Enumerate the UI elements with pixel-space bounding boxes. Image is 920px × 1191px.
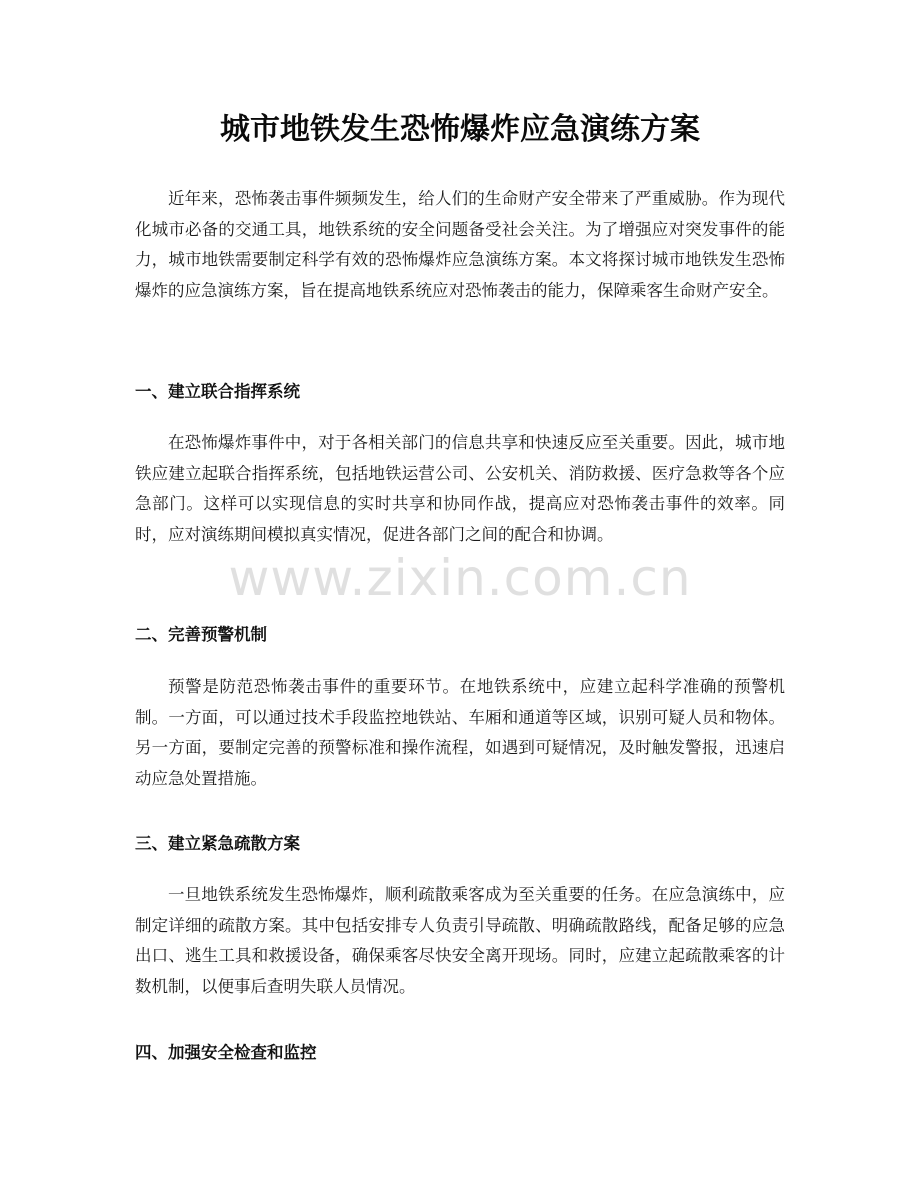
section-heading-1: 一、建立联合指挥系统 (135, 382, 300, 401)
section-body-3: 一旦地铁系统发生恐怖爆炸，顺利疏散乘客成为至关重要的任务。在应急演练中，应制定详细的疏散方案。其中包括安排专人负责引导疏散、明确疏散路线，配备足够的应急出口、逃生工具和救援设备，确保乘客尽快安全离开现场。同时，应建立起疏散乘客的计数机制，以便事后查明失联人员情况。 (135, 885, 785, 996)
document-title: 城市地铁发生恐怖爆炸应急演练方案 (220, 112, 700, 147)
section-body-2: 预警是防范恐怖袭击事件的重要环节。在地铁系统中，应建立起科学准确的预警机制。一方面，可以通过技术手段监控地铁站、车厢和通道等区域，识别可疑人员和物体。另一方面，要制定完善的预警标准和操作流程，如遇到可疑情况，及时触发警报，迅速启动应急处置措施。 (135, 677, 785, 788)
section-heading-2: 二、完善预警机制 (135, 625, 267, 644)
section-heading-3: 三、建立紧急疏散方案 (135, 834, 300, 853)
watermark: www.zixin.com.cn (228, 549, 692, 607)
section-body-1: 在恐怖爆炸事件中，对于各相关部门的信息共享和快速反应至关重要。因此，城市地铁应建立起联合指挥系统，包括地铁运营公司、公安机关、消防救援、医疗急救等各个应急部门。这样可以实现信息的实时共享和协同作战，提高应对恐怖袭击事件的效率。同时，应对演练期间模拟真实情况，促进各部门之间的配合和协调。 (135, 433, 785, 544)
intro-paragraph: 近年来，恐怖袭击事件频频发生，给人们的生命财产安全带来了严重威胁。作为现代化城市必备的交通工具，地铁系统的安全问题备受社会关注。为了增强应对突发事件的能力，城市地铁需要制定科学有效的恐怖爆炸应急演练方案。本文将探讨城市地铁发生恐怖爆炸的应急演练方案，旨在提高地铁系统应对恐怖袭击的能力，保障乘客生命财产安全。 (135, 189, 785, 300)
section-heading-4: 四、加强安全检查和监控 (135, 1043, 317, 1062)
